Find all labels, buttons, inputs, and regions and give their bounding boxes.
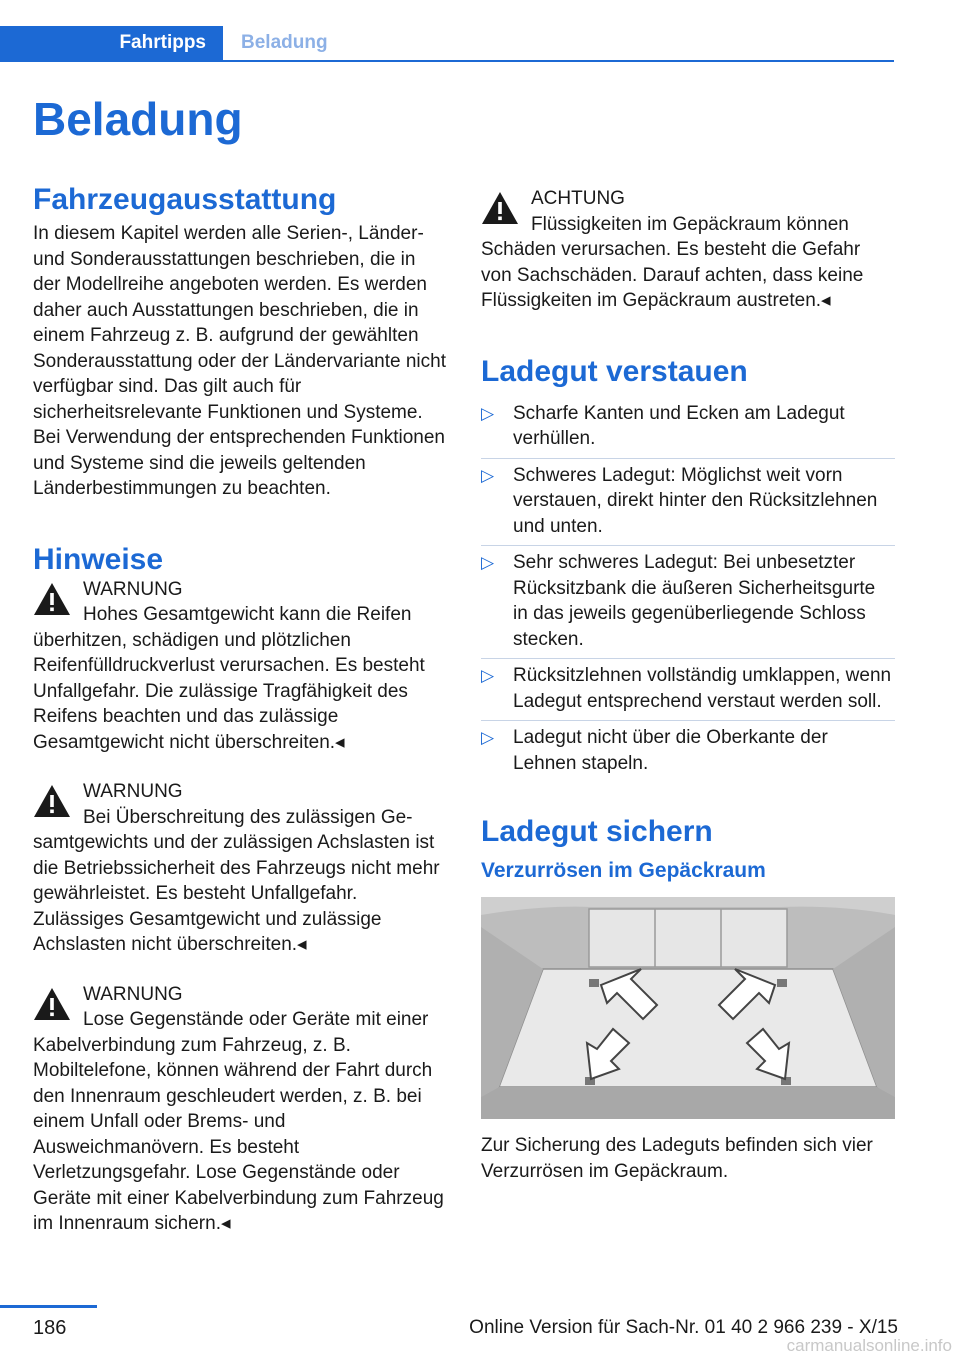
- list-item: ▷ Schweres Ladegut: Möglichst weit vorn verstauen, direkt hinter den Rücksitzlehnen und unten.: [481, 459, 895, 547]
- bullet-triangle-icon: ▷: [481, 728, 495, 747]
- warning-block-3: [33, 982, 447, 1237]
- bullet-triangle-icon: ▷: [481, 553, 495, 572]
- subheading-verzurroesen: Verzurrösen im Gepäckraum: [481, 859, 766, 882]
- caution-text-first-line: Flüssigkeiten im Gepäckraum können: [531, 213, 849, 235]
- bullet-list: [481, 397, 895, 783]
- bullet-triangle-icon: ▷: [481, 403, 495, 423]
- warning-text: samtgewichts und der zulässigen Achslasten ist die Betriebssicherheit des Fahrzeugs nicht mehr gewährleistet. Es besteht Unfallgefahr. Zulässiges Gesamtgewicht und zulässige Achslasten nicht überschreiten.◂: [33, 832, 440, 955]
- warning-triangle-icon: [481, 190, 519, 226]
- watermark: carmanualsonline.info: [786, 1336, 952, 1355]
- section-text-fahrzeugausstattung: In diesem Kapitel werden alle Serien-, Länder- und Sonderausstattungen beschrieben, die in der Modellreihe angeboten werden. Es werden daher auch Ausstattungen beschrieben, die in einem Fahrzeug z. B. aufgrund der gewählten Sonderausstattung oder der Ländervariante nicht verfügbar sind. Das gilt auch für sicherheitsrelevante Funktionen und Systeme. Bei Verwendung der entsprechenden Funktionen und Systeme sind die jeweils geltenden Länderbestimmungen zu beachten.: [33, 223, 446, 499]
- caution-label: ACHTUNG: [531, 188, 625, 209]
- footer-rule: [0, 1305, 97, 1308]
- warning-label: WARNUNG: [83, 781, 183, 802]
- header-divider: [0, 60, 894, 62]
- cargo-area-illustration: [481, 897, 895, 1119]
- header-tabs: [0, 26, 894, 62]
- caution-block: [481, 186, 895, 314]
- list-item: ▷ Ladegut nicht über die Oberkante der Lehnen stapeln.: [481, 727, 828, 774]
- right-column: [481, 186, 895, 1184]
- warning-text-first-line: Lose Gegenstände oder Geräte mit einer: [83, 1009, 429, 1030]
- caution-text: Schäden verursachen. Es besteht die Gefahr von Sachschäden. Darauf achten, dass keine Flüssigkeiten im Gepäckraum austreten.◂: [481, 239, 864, 311]
- warning-triangle-icon: [33, 986, 71, 1022]
- tab-fahrtipps[interactable]: Fahrtipps: [0, 26, 223, 60]
- section-heading-hinweise: Hinweise: [33, 542, 164, 576]
- section-heading-ladegut-sichern: Ladegut sichern: [481, 815, 713, 848]
- tab-beladung[interactable]: Beladung: [241, 32, 328, 53]
- bullet-triangle-icon: ▷: [481, 666, 495, 685]
- section-heading-ladegut-verstauen: Ladegut verstauen: [481, 354, 748, 388]
- bullet-triangle-icon: ▷: [481, 465, 495, 485]
- warning-text-first-line: Hohes Gesamtgewicht kann die Reifen: [83, 604, 412, 625]
- figure-caption: Zur Sicherung des Ladeguts befinden sich vier Verzurrösen im Gepäckraum.: [481, 1135, 873, 1182]
- warning-label: WARNUNG: [83, 578, 183, 600]
- warning-text: überhitzen, schädigen und plötzlichen Reifenfülldruckverlust verursachen. Es besteht Unfallgefahr. Die zulässige Tragfähigkeit des Reifens beachten und das zulässige Gesamtgewicht nicht überschreiten.◂: [33, 629, 425, 753]
- warning-text: Kabelverbindung zum Fahrzeug, z. B. Mobiltelefone, können während der Fahrt durch den Innenraum geschleudert werden, z. B. bei einem Unfall oder Brems- und Ausweichmanövern. Es besteht Verletzungsgefahr. Lose Gegenstände oder Geräte mit einer Kabelverbindung zum Fahrzeug im Innenraum sichern.◂: [33, 1034, 444, 1234]
- list-item: ▷ Scharfe Kanten und Ecken am Ladegut verhüllen.: [481, 397, 895, 459]
- list-item: ▷ Sehr schweres Ladegut: Bei unbesetzter Rücksitzbank die äußeren Sicherheitsgurte in das jeweils gegenüberliegende Schloss stecken.: [481, 546, 895, 659]
- section-heading-fahrzeugausstattung: Fahrzeugausstattung: [33, 183, 337, 216]
- page-number: 186: [33, 1317, 67, 1339]
- chapter-title: Beladung: [33, 93, 243, 145]
- warning-block-2: [33, 779, 447, 958]
- warning-triangle-icon: [33, 783, 71, 819]
- warning-triangle-icon: [33, 581, 71, 617]
- online-version-note: Online Version für Sach-Nr. 01 40 2 966 239 - X/15: [469, 1317, 898, 1338]
- warning-block-1: [33, 577, 447, 756]
- left-column: [33, 180, 447, 1237]
- warning-label: WARNUNG: [83, 983, 183, 1005]
- list-item: ▷ Rücksitzlehnen vollständig umklappen, wenn Ladegut entsprechend verstaut werden soll.: [481, 659, 895, 721]
- warning-text-first-line: Bei Überschreitung des zulässigen Ge-: [83, 806, 413, 828]
